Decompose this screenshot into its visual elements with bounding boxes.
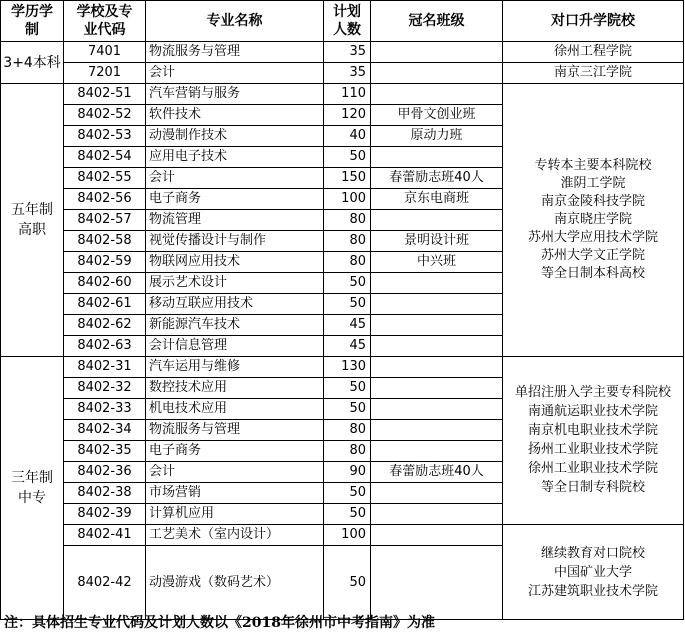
code-cell: 8402-60 bbox=[64, 273, 146, 294]
major-cell: 汽车营销与服务 bbox=[146, 84, 324, 105]
plan-cell: 90 bbox=[324, 462, 371, 483]
crown-cell: 京东电商班 bbox=[371, 189, 503, 210]
plan-cell: 50 bbox=[324, 504, 371, 525]
major-cell: 物流服务与管理 bbox=[146, 42, 324, 63]
table-row bbox=[1, 63, 684, 84]
header-row bbox=[1, 1, 684, 42]
crown-cell: 春蕾励志班40人 bbox=[371, 462, 503, 483]
crown-cell bbox=[371, 483, 503, 504]
major-cell: 视觉传播设计与制作 bbox=[146, 231, 324, 252]
plan-cell: 50 bbox=[324, 294, 371, 315]
major-cell: 会计 bbox=[146, 462, 324, 483]
plan-cell: 35 bbox=[324, 42, 371, 63]
major-cell: 软件技术 bbox=[146, 105, 324, 126]
code-cell: 8402-36 bbox=[64, 462, 146, 483]
major-cell: 会计 bbox=[146, 63, 324, 84]
code-cell: 8402-57 bbox=[64, 210, 146, 231]
crown-cell bbox=[371, 84, 503, 105]
plan-cell: 100 bbox=[324, 189, 371, 210]
plan-cell: 40 bbox=[324, 126, 371, 147]
major-cell: 数控技术应用 bbox=[146, 378, 324, 399]
plan-cell: 80 bbox=[324, 441, 371, 462]
code-cell: 8402-32 bbox=[64, 378, 146, 399]
plan-cell: 80 bbox=[324, 210, 371, 231]
crown-cell: 景明设计班 bbox=[371, 231, 503, 252]
plan-cell: 50 bbox=[324, 147, 371, 168]
crown-cell bbox=[371, 210, 503, 231]
code-cell: 8402-55 bbox=[64, 168, 146, 189]
plan-cell: 130 bbox=[324, 357, 371, 378]
major-cell: 动漫制作技术 bbox=[146, 126, 324, 147]
major-cell: 动漫游戏（数码艺术） bbox=[146, 546, 324, 620]
code-cell: 8402-58 bbox=[64, 231, 146, 252]
code-cell: 8402-61 bbox=[64, 294, 146, 315]
major-cell: 展示艺术设计 bbox=[146, 273, 324, 294]
major-cell: 新能源汽车技术 bbox=[146, 315, 324, 336]
school-block: 单招注册入学主要专科院校 南通航运职业技术学院 南京机电职业技术学院 扬州工业职业技术学院 徐州工业职业技术学院 等全日制专科院校 bbox=[503, 357, 684, 525]
code-cell: 8402-42 bbox=[64, 546, 146, 620]
plan-cell: 120 bbox=[324, 105, 371, 126]
plan-cell: 50 bbox=[324, 546, 371, 620]
code-cell: 8402-39 bbox=[64, 504, 146, 525]
header-major: 专业名称 bbox=[146, 1, 324, 42]
code-cell: 8402-62 bbox=[64, 315, 146, 336]
code-cell: 8402-51 bbox=[64, 84, 146, 105]
crown-cell bbox=[371, 336, 503, 357]
code-cell: 7201 bbox=[64, 63, 146, 84]
header-edu: 学历学制 bbox=[1, 1, 64, 42]
crown-cell: 原动力班 bbox=[371, 126, 503, 147]
major-cell: 机电技术应用 bbox=[146, 399, 324, 420]
plan-cell: 50 bbox=[324, 483, 371, 504]
crown-cell bbox=[371, 357, 503, 378]
code-cell: 8402-38 bbox=[64, 483, 146, 504]
code-cell: 8402-34 bbox=[64, 420, 146, 441]
crown-cell: 甲骨文创业班 bbox=[371, 105, 503, 126]
code-cell: 8402-31 bbox=[64, 357, 146, 378]
table-row bbox=[1, 42, 684, 63]
plan-cell: 150 bbox=[324, 168, 371, 189]
crown-cell bbox=[371, 525, 503, 546]
crown-cell bbox=[371, 420, 503, 441]
crown-cell bbox=[371, 315, 503, 336]
code-cell: 8402-52 bbox=[64, 105, 146, 126]
plan-cell: 80 bbox=[324, 231, 371, 252]
plan-cell: 50 bbox=[324, 399, 371, 420]
major-cell: 电子商务 bbox=[146, 189, 324, 210]
plan-cell: 80 bbox=[324, 252, 371, 273]
code-cell: 8402-35 bbox=[64, 441, 146, 462]
plan-cell: 35 bbox=[324, 63, 371, 84]
header-school: 对口升学院校 bbox=[503, 1, 684, 42]
plan-cell: 50 bbox=[324, 378, 371, 399]
major-cell: 会计 bbox=[146, 168, 324, 189]
plan-cell: 45 bbox=[324, 336, 371, 357]
code-cell: 8402-53 bbox=[64, 126, 146, 147]
crown-cell bbox=[371, 504, 503, 525]
edu-cell: 五年制 高职 bbox=[1, 84, 64, 357]
major-cell: 应用电子技术 bbox=[146, 147, 324, 168]
major-cell: 物流服务与管理 bbox=[146, 420, 324, 441]
crown-cell bbox=[371, 294, 503, 315]
plan-cell: 80 bbox=[324, 420, 371, 441]
edu-cell: 3+4本科 bbox=[1, 42, 64, 84]
code-cell: 7401 bbox=[64, 42, 146, 63]
major-cell: 电子商务 bbox=[146, 441, 324, 462]
school-cell: 南京三江学院 bbox=[503, 63, 684, 84]
major-cell: 汽车运用与维修 bbox=[146, 357, 324, 378]
code-cell: 8402-56 bbox=[64, 189, 146, 210]
crown-cell bbox=[371, 147, 503, 168]
header-plan: 计划人数 bbox=[324, 1, 371, 42]
footnote: 注：具体招生专业代码及计划人数以《2018年徐州市中考指南》为准 bbox=[4, 615, 435, 631]
plan-cell: 110 bbox=[324, 84, 371, 105]
crown-cell bbox=[371, 399, 503, 420]
crown-cell bbox=[371, 273, 503, 294]
table-row bbox=[1, 357, 684, 378]
major-cell: 物流管理 bbox=[146, 210, 324, 231]
crown-cell bbox=[371, 441, 503, 462]
table-row bbox=[1, 525, 684, 546]
header-code: 学校及专业代码 bbox=[64, 1, 146, 42]
school-block: 专转本主要本科院校 淮阴工学院 南京金陵科技学院 南京晓庄学院 苏州大学应用技术学院 苏州大学文正学院 等全日制本科高校 bbox=[503, 84, 684, 357]
edu-cell: 三年制 中专 bbox=[1, 357, 64, 620]
crown-cell: 春蕾励志班40人 bbox=[371, 168, 503, 189]
table-row bbox=[1, 84, 684, 105]
plan-cell: 45 bbox=[324, 315, 371, 336]
header-crown: 冠名班级 bbox=[371, 1, 503, 42]
crown-cell bbox=[371, 378, 503, 399]
major-cell: 市场营销 bbox=[146, 483, 324, 504]
code-cell: 8402-41 bbox=[64, 525, 146, 546]
code-cell: 8402-63 bbox=[64, 336, 146, 357]
crown-cell bbox=[371, 546, 503, 620]
code-cell: 8402-59 bbox=[64, 252, 146, 273]
crown-cell: 中兴班 bbox=[371, 252, 503, 273]
school-block-2: 继续教育对口院校 中国矿业大学 江苏建筑职业技术学院 bbox=[503, 525, 684, 620]
plan-cell: 100 bbox=[324, 525, 371, 546]
major-cell: 计算机应用 bbox=[146, 504, 324, 525]
major-cell: 物联网应用技术 bbox=[146, 252, 324, 273]
school-cell: 徐州工程学院 bbox=[503, 42, 684, 63]
major-cell: 工艺美术（室内设计） bbox=[146, 525, 324, 546]
code-cell: 8402-54 bbox=[64, 147, 146, 168]
major-cell: 移动互联应用技术 bbox=[146, 294, 324, 315]
plan-cell: 50 bbox=[324, 273, 371, 294]
crown-cell bbox=[371, 63, 503, 84]
major-cell: 会计信息管理 bbox=[146, 336, 324, 357]
crown-cell bbox=[371, 42, 503, 63]
code-cell: 8402-33 bbox=[64, 399, 146, 420]
